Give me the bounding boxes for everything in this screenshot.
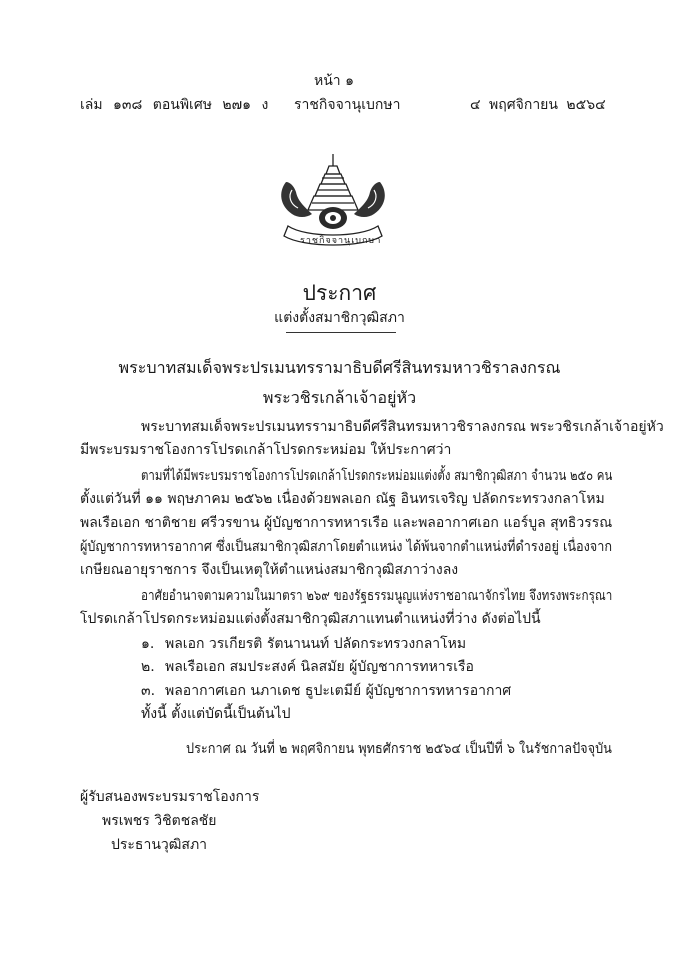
emblem-caption: ราชกิจจานุเบกษา xyxy=(300,236,382,246)
appointee-number: ๒. xyxy=(141,659,155,675)
effective-clause: ทั้งนี้ ตั้งแต่บัดนี้เป็นต้นไป xyxy=(141,706,291,722)
appointee-item: พลเอก วรเกียรติ รัตนานนท์ ปลัดกระทรวงกลาโหม xyxy=(165,636,467,652)
signatory-position: ประธานวุฒิสภา xyxy=(111,837,208,853)
paragraph-1-line-1: พระบาทสมเด็จพระปรเมนทรรามาธิบดีศรีสินทรมหาวชิราลงกรณ พระวชิรเกล้าเจ้าอยู่หัว xyxy=(141,419,664,435)
paragraph-3-line-1: อาศัยอำนาจตามความในมาตรา ๒๖๙ ของรัฐธรรมนูญแห่งราชอาณาจักรไทย จึงทรงพระกรุณา xyxy=(141,588,613,604)
gazette-name: ราชกิจจานุเบกษา xyxy=(294,97,401,113)
paragraph-2-line-1: ตามที่ได้มีพระบรมราชโองการโปรดเกล้าโปรดกระหม่อมแต่งตั้ง สมาชิกวุฒิสภา จำนวน ๒๕๐ คน xyxy=(141,468,613,484)
announcement-date: ประกาศ ณ วันที่ ๒ พฤศจิกายน พุทธศักราช ๒๕๖๔ เป็นปีที่ ๖ ในรัชกาลปัจจุบัน xyxy=(186,741,612,757)
royal-name-line2: พระวชิรเกล้าเจ้าอยู่หัว xyxy=(262,388,417,407)
appointee-number: ๓. xyxy=(141,683,156,699)
issue-date: ๔ พฤศจิกายน ๒๕๖๔ xyxy=(470,97,606,113)
title-divider xyxy=(286,332,396,333)
countersign-label: ผู้รับสนองพระบรมราชโองการ xyxy=(80,789,260,805)
appointee-item: พลเรือเอก สมประสงค์ นิลสมัย ผู้บัญชาการทหารเรือ xyxy=(165,659,474,675)
paragraph-2-line-5: เกษียณอายุราชการ จึงเป็นเหตุให้ตำแหน่งสมาชิกวุฒิสภาว่างลง xyxy=(80,562,459,578)
paragraph-2-line-4: ผู้บัญชาการทหารอากาศ ซึ่งเป็นสมาชิกวุฒิสภาโดยตำแหน่ง ได้พ้นจากตำแหน่งที่ดำรงอยู่ เนื่องจาก xyxy=(80,539,613,555)
appointee-number: ๑. xyxy=(141,636,155,652)
document-subtitle: แต่งตั้งสมาชิกวุฒิสภา xyxy=(274,310,405,326)
paragraph-2-line-2: ตั้งแต่วันที่ ๑๑ พฤษภาคม ๒๕๖๒ เนื่องด้วยพลเอก ณัฐ อินทรเจริญ ปลัดกระทรวงกลาโหม xyxy=(80,491,605,507)
volume-info: เล่ม ๑๓๘ ตอนพิเศษ ๒๗๑ ง xyxy=(80,97,269,113)
document-title: ประกาศ xyxy=(302,281,377,305)
paragraph-2-line-3: พลเรือเอก ชาติชาย ศรีวรขาน ผู้บัญชาการทหารเรือ และพลอากาศเอก แอร์บูล สุทธิวรรณ xyxy=(80,515,613,531)
royal-name-line1: พระบาทสมเด็จพระปรเมนทรรามาธิบดีศรีสินทรมหาวชิราลงกรณ xyxy=(118,358,561,377)
page-number: หน้า ๑ xyxy=(314,73,354,89)
signatory-name: พรเพชร วิชิตชลชัย xyxy=(102,813,217,829)
paragraph-3-line-2: โปรดเกล้าโปรดกระหม่อมแต่งตั้งสมาชิกวุฒิสภาแทนตำแหน่งที่ว่าง ดังต่อไปนี้ xyxy=(80,611,541,627)
appointee-item: พลอากาศเอก นภาเดช ธูปะเตมีย์ ผู้บัญชาการทหารอากาศ xyxy=(165,683,512,699)
paragraph-1-line-2: มีพระบรมราชโองการโปรดเกล้าโปรดกระหม่อม ให้ประกาศว่า xyxy=(80,442,452,458)
